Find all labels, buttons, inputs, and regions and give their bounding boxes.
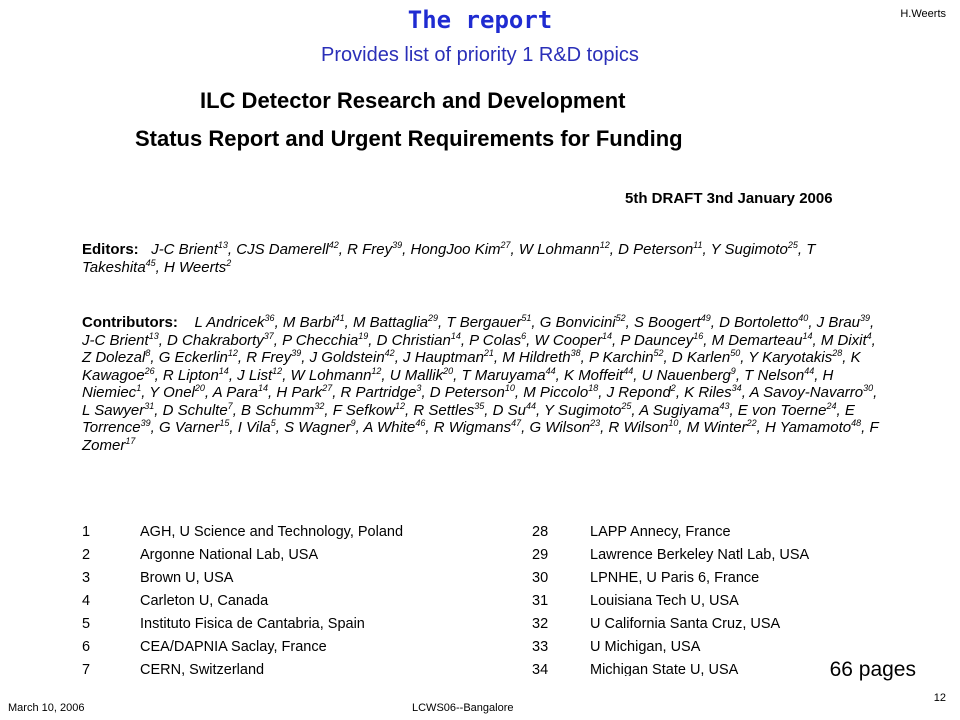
person-name-text: D Su [492,401,526,419]
institution-name: CERN, Switzerland [140,662,265,676]
person-name-text: R Wilson [608,419,669,436]
person-name [434,419,521,436]
person-name [82,349,150,366]
person-name-text: G Bonvicini [539,314,616,331]
person-name-text: G Varner [159,419,220,436]
person-name-text: J Brau [816,314,861,331]
person-name-text: K Moffeit [564,366,624,384]
slide-subtitle: Provides list of priority 1 R&D topics [321,44,639,66]
person-name-text: A Para [212,384,258,401]
person-name-text: L Sawyer [82,401,145,419]
person-name [236,241,339,258]
person-name-text: M Barbi [282,314,335,331]
person-name [167,332,274,349]
affiliation-number: 14 [802,330,813,341]
person-name-text: J Hauptman [403,349,484,366]
institution-row [82,639,403,662]
person-name-text: D Chakraborty [167,331,264,349]
person-name-text: G Eckerlin [158,349,228,366]
affiliation-number: 12 [227,348,238,358]
person-name-text: H Niemiec [82,366,834,401]
institution-name: LAPP Annecy, France [590,524,731,540]
affiliation-number: 12 [599,240,610,250]
person-name [748,349,842,366]
person-name [749,384,873,401]
person-name-text: I Vila [237,419,271,436]
affiliation-number: 21 [483,348,494,358]
affiliation-number: 48 [851,418,862,428]
person-name-text: M Demarteau [711,331,803,349]
affiliation-number: 12 [272,365,283,376]
person-name-text: R Lipton [162,366,219,384]
person-name [241,402,324,419]
footer-conference: LCWS06--Bangalore [412,702,514,714]
institution-number: 34 [532,662,549,676]
affiliation-number: 40 [798,313,809,323]
affiliation-number: 49 [700,313,711,323]
institution-row [82,524,403,547]
person-name [238,419,276,436]
institution-name: CEA/DAPNIA Saclay, France [140,639,327,655]
person-name [410,241,510,258]
person-name [461,367,555,384]
institution-row [82,662,403,676]
person-name [765,419,861,436]
affiliation-number: 2 [226,258,232,268]
affiliation-number: 30 [863,383,874,393]
person-name-text: H Park [276,384,323,401]
report-title-line2: Status Report and Urgent Requirements for Funding [135,126,683,151]
affiliation-number: 28 [832,348,843,358]
editors-names: J-C Brient$^{13}$, CJS Damerell$^{42}$, R Frey$^{39}$, HongJoo Kim$^{27}$, W Lohmann$^{12}$, D Peterson$^{11}$, Y Sugimoto$^{25}$, T Takeshita$^{45}$, H Weerts$^2$ [82,240,816,276]
institution-number: 30 [532,570,549,586]
person-name-text: D Christian [376,331,451,349]
person-name [403,349,494,366]
affiliation-number: 25 [787,240,798,250]
affiliation-number: 17 [125,435,136,446]
contributors-label: Contributors: [82,314,178,331]
affiliation-number: 9 [730,365,736,376]
person-name [502,349,580,366]
institution-row [532,662,809,676]
editors-label: Editors: [82,241,139,258]
institution-number: 2 [82,547,91,563]
institution-name: Lawrence Berkeley Natl Lab, USA [590,547,810,563]
person-name-text: HongJoo Kim [410,241,501,258]
affiliation-number: 43 [719,400,730,411]
affiliation-number: 13 [217,240,228,250]
institution-number: 1 [82,524,91,540]
institution-number: 31 [532,593,549,609]
person-name-text: M Hildreth [502,349,571,366]
person-name-text: D Bortoletto [719,314,799,331]
report-scan [70,78,890,676]
affiliation-number: 36 [264,313,275,323]
affiliation-number: 44 [804,365,815,376]
affiliation-number: 25 [621,400,632,411]
person-name-text: Y Sugimoto [710,241,788,258]
person-name-text: M Piccolo [523,384,589,401]
affiliation-number: 20 [194,383,205,393]
institution-row [82,547,403,570]
person-name [821,332,872,349]
affiliation-number: 50 [730,348,741,358]
person-name [493,402,536,419]
person-name [291,367,382,384]
editors-list [82,241,882,277]
institution-number: 7 [82,662,91,676]
affiliation-number: 22 [746,418,757,428]
affiliation-number: 14 [450,330,461,341]
institution-number: 4 [82,593,91,609]
person-name-text: P Karchin [588,349,654,366]
person-name [246,349,301,366]
affiliation-number: 42 [384,348,395,358]
institution-number: 28 [532,524,549,540]
institution-number: 33 [532,639,549,655]
person-name [711,241,798,258]
person-name-text: B Schumm [241,401,315,419]
affiliation-number: 6 [521,330,527,341]
person-name-text: P Dauncey [620,331,694,349]
person-name-text: J Goldstein [309,349,385,366]
person-name-text: R Settles [413,401,475,419]
person-name [540,314,626,331]
person-name-text: D Peterson [429,384,505,401]
person-name-text: A White [363,419,416,436]
person-name [163,402,233,419]
affiliation-number: 45 [145,258,156,268]
institution-row [532,616,809,639]
person-name [284,419,355,436]
institution-row [532,547,809,570]
report-title-line1: ILC Detector Research and Development [200,88,626,113]
affiliation-number: 19 [358,330,369,341]
person-name [276,384,332,401]
person-name [82,402,154,419]
person-name [687,419,757,436]
contributors-list [82,314,882,454]
person-name-text: T Maruyama [461,366,546,384]
institution-row [82,616,403,639]
person-name-text: F Zomer [82,419,879,454]
person-name [363,419,425,436]
person-name [163,367,229,384]
person-name-text: E von Toerne [737,401,827,419]
person-name [744,367,814,384]
affiliation-number: 4 [866,330,872,341]
person-name-text: A Savoy-Navarro [749,384,864,401]
person-name-text: U Mallik [389,366,444,384]
institution-name: LPNHE, U Paris 6, France [590,570,760,586]
institutions-left [82,524,403,676]
affiliation-number: 47 [511,418,522,428]
person-name [446,314,531,331]
person-name-text: J List [237,366,273,384]
person-name-text: T Takeshita [82,241,816,276]
person-name [523,384,598,401]
affiliation-number: 46 [415,418,426,428]
person-name-text: M Dixit [820,331,867,349]
person-name [413,402,484,419]
person-name-text: Z Dolezal [82,349,146,366]
institution-name: Instituto Fisica de Cantabria, Spain [140,616,365,632]
person-name-text: H Yamamoto [765,419,852,436]
affiliation-number: 18 [588,383,599,393]
affiliation-number: 20 [443,365,454,376]
affiliation-number: 13 [148,330,159,341]
affiliation-number: 9 [350,418,356,428]
person-name [159,419,229,436]
affiliation-number: 51 [521,313,532,323]
person-name-text: T Bergauer [446,314,522,331]
person-name [684,384,742,401]
person-name [672,349,740,366]
person-name [164,259,231,276]
affiliation-number: 39 [291,348,302,358]
affiliation-number: 5 [270,418,276,428]
person-name [817,314,870,331]
person-name [333,402,405,419]
institution-number: 3 [82,570,91,586]
page-number: 12 [933,692,946,704]
person-name [469,332,526,349]
institution-name: Louisiana Tech U, USA [590,593,739,609]
author-label: H.Weerts [900,8,946,20]
person-name [347,241,402,258]
person-name-text: J Repond [606,384,671,401]
affiliation-number: 27 [500,240,511,250]
person-name-text: J-C Brient [82,331,149,349]
institution-row [82,593,403,616]
person-name [712,332,813,349]
affiliation-number: 12 [371,365,382,376]
person-name-text: CJS Damerell [236,241,329,258]
institution-name: U Michigan, USA [590,639,701,655]
person-name [544,402,631,419]
person-name [195,314,275,331]
person-name-text: R Frey [347,241,393,258]
affiliation-number: 39 [140,418,151,428]
affiliation-number: 2 [670,383,676,393]
person-name-text: P Colas [469,331,522,349]
person-name-text: U Nauenberg [641,366,731,384]
person-name [430,384,515,401]
person-name [213,384,268,401]
affiliation-number: 11 [693,240,703,250]
institution-row [82,570,403,593]
person-name [609,419,679,436]
person-name-text: R Partridge [340,384,417,401]
person-name [589,349,664,366]
affiliation-number: 27 [322,383,333,393]
person-name [519,241,610,258]
person-name [719,314,808,331]
person-name [738,402,837,419]
person-name-text: G Wilson [529,419,591,436]
person-name [642,367,736,384]
affiliation-number: 34 [731,383,742,393]
institution-name: Argonne National Lab, USA [140,547,319,563]
affiliation-number: 10 [668,418,679,428]
person-name-text: H Weerts [164,259,227,276]
affiliation-number: 44 [525,400,536,411]
affiliation-number: 32 [314,400,325,411]
person-name-text: W Lohmann [290,366,372,384]
person-name [618,241,702,258]
person-name-text: L Andricek [194,314,265,331]
person-name-text: W Cooper [534,331,603,349]
affiliation-number: 14 [218,365,229,376]
person-name [237,367,282,384]
affiliation-number: 15 [219,418,230,428]
person-name-text: S Boogert [634,314,701,331]
person-name-text: Y Onel [149,384,195,401]
institution-name: AGH, U Science and Technology, Poland [140,524,404,540]
institution-row [532,570,809,593]
institution-row [532,593,809,616]
person-name-text: S Wagner [284,419,351,436]
affiliation-number: 29 [428,313,439,323]
person-name-text: M Battaglia [352,314,428,331]
person-name-text: K Riles [684,384,732,401]
person-name [310,349,395,366]
affiliation-number: 44 [623,365,634,376]
affiliation-number: 3 [416,383,422,393]
person-name-text: D Schulte [162,401,228,419]
footer-date: March 10, 2006 [8,702,85,714]
affiliation-number: 52 [615,313,626,323]
person-name [607,384,676,401]
affiliation-number: 16 [693,330,704,341]
contributors-names: L Andricek$^{36}$, M Barbi$^{41}$, M Battaglia$^{29}$, T Bergauer$^{51}$, G Bonvicini$^{52}$, S Boogert$^{49}$, D Bortoletto$^{40}$, J Brau$^{39}$, J-C Brient$^{13}$, D Chakraborty$^{37}$, P Checchia$^{19}$, D Christian$^{14}$, P Colas$^6$, W Cooper$^{14}$, P Dauncey$^{16}$, M Demarteau$^{14}$, M Dixit$^4$, Z Dolezal$^8$, G Eckerlin$^{12}$, R Frey$^{39}$, J Goldstein$^{42}$, J Hauptman$^{21}$, M Hildreth$^{38}$, P Karchin$^{52}$, D Karlen$^{50}$, Y Karyotakis$^{28}$, K Kawagoe$^{26}$, R Lipton$^{14}$, J List$^{12}$, W Lohmann$^{12}$, U Mallik$^{20}$, T Maruyama$^{44}$, K Moffeit$^{44}$, U Nauenberg$^9$, T Nelson$^{44}$, H Niemiec$^1$, Y Onel$^{20}$, A Para$^{14}$, H Park$^{27}$, R Partridge$^3$, D Peterson$^{10}$, M Piccolo$^{18}$, J Repond$^2$, K Riles$^{34}$, A Savoy-Navarro$^{30}$, L Sawyer$^{31}$, D Schulte$^7$, B Schumm$^{32}$, F Sefkow$^{12}$, R Settles$^{35}$, D Su$^{44}$, Y Sugimoto$^{25}$, A Sugiyama$^{43}$, E von Toerne$^{24}$, E Torrence$^{39}$, G Varner$^{15}$, I Vila$^5$, S Wagner$^9$, A White$^{46}$, R Wigmans$^{47}$, G Wilson$^{23}$, R Wilson$^{10}$, M Winter$^{22}$, H Yamamoto$^{48}$, F Zomer$^{17}$ [82,313,879,454]
institution-number: 32 [532,616,549,632]
person-name [564,367,633,384]
person-name [149,384,205,401]
institutions-right [532,524,809,676]
affiliation-number: 41 [334,313,345,323]
person-name-text: D Peterson [618,241,694,258]
affiliation-number: 23 [590,418,601,428]
person-name-text: R Wigmans [433,419,512,436]
person-name [353,314,438,331]
affiliation-number: 52 [653,348,664,358]
person-name [377,332,461,349]
affiliation-number: 38 [570,348,581,358]
person-name-text: A Sugiyama [639,401,720,419]
affiliation-number: 7 [227,400,233,411]
institution-number: 5 [82,616,91,632]
person-name [639,402,729,419]
person-name-text: R Frey [246,349,292,366]
person-name-text: Y Karyotakis [748,349,833,366]
affiliation-number: 26 [144,365,155,376]
person-name [82,332,159,349]
person-name-text: T Nelson [744,366,805,384]
person-name-text: F Sefkow [332,401,395,419]
affiliation-number: 31 [144,400,155,411]
slide-title: The report [407,6,553,34]
affiliation-number: 8 [145,348,151,358]
person-name [151,241,228,258]
institution-name: Carleton U, Canada [140,593,269,609]
affiliation-number: 44 [545,365,556,376]
institution-row [532,524,809,547]
person-name-text: W Lohmann [518,241,600,258]
person-name-text: P Checchia [282,331,359,349]
institution-name: Brown U, USA [140,570,234,586]
person-name [529,419,600,436]
affiliation-number: 24 [826,400,837,411]
person-name-text: J-C Brient [151,241,218,258]
person-name-text: M Winter [686,419,747,436]
affiliation-number: 12 [395,400,406,411]
affiliation-number: 14 [257,383,268,393]
institution-number: 29 [532,547,549,563]
person-name-text: D Karlen [671,349,731,366]
person-name [535,332,613,349]
institution-number: 6 [82,639,91,655]
person-name-text: Y Sugimoto [544,401,622,419]
affiliation-number: 42 [328,240,339,250]
person-name [282,332,368,349]
institution-name: Michigan State U, USA [590,662,739,676]
person-name [341,384,422,401]
person-name-text: E Torrence [82,401,855,436]
pages-count-label: 66 pages [829,658,916,681]
affiliation-number: 37 [263,330,274,341]
person-name [159,349,238,366]
person-name [634,314,711,331]
person-name [620,332,703,349]
draft-label: 5th DRAFT 3nd January 2006 [625,190,833,207]
affiliation-number: 14 [602,330,613,341]
person-name [390,367,453,384]
affiliation-number: 39 [860,313,871,323]
affiliation-number: 39 [392,240,403,250]
institution-name: U California Santa Cruz, USA [590,616,781,632]
affiliation-number: 1 [136,383,142,393]
person-name-text: K Kawagoe [82,349,861,384]
affiliation-number: 35 [474,400,485,411]
affiliation-number: 10 [504,383,515,393]
institution-row [532,639,809,662]
person-name [283,314,345,331]
